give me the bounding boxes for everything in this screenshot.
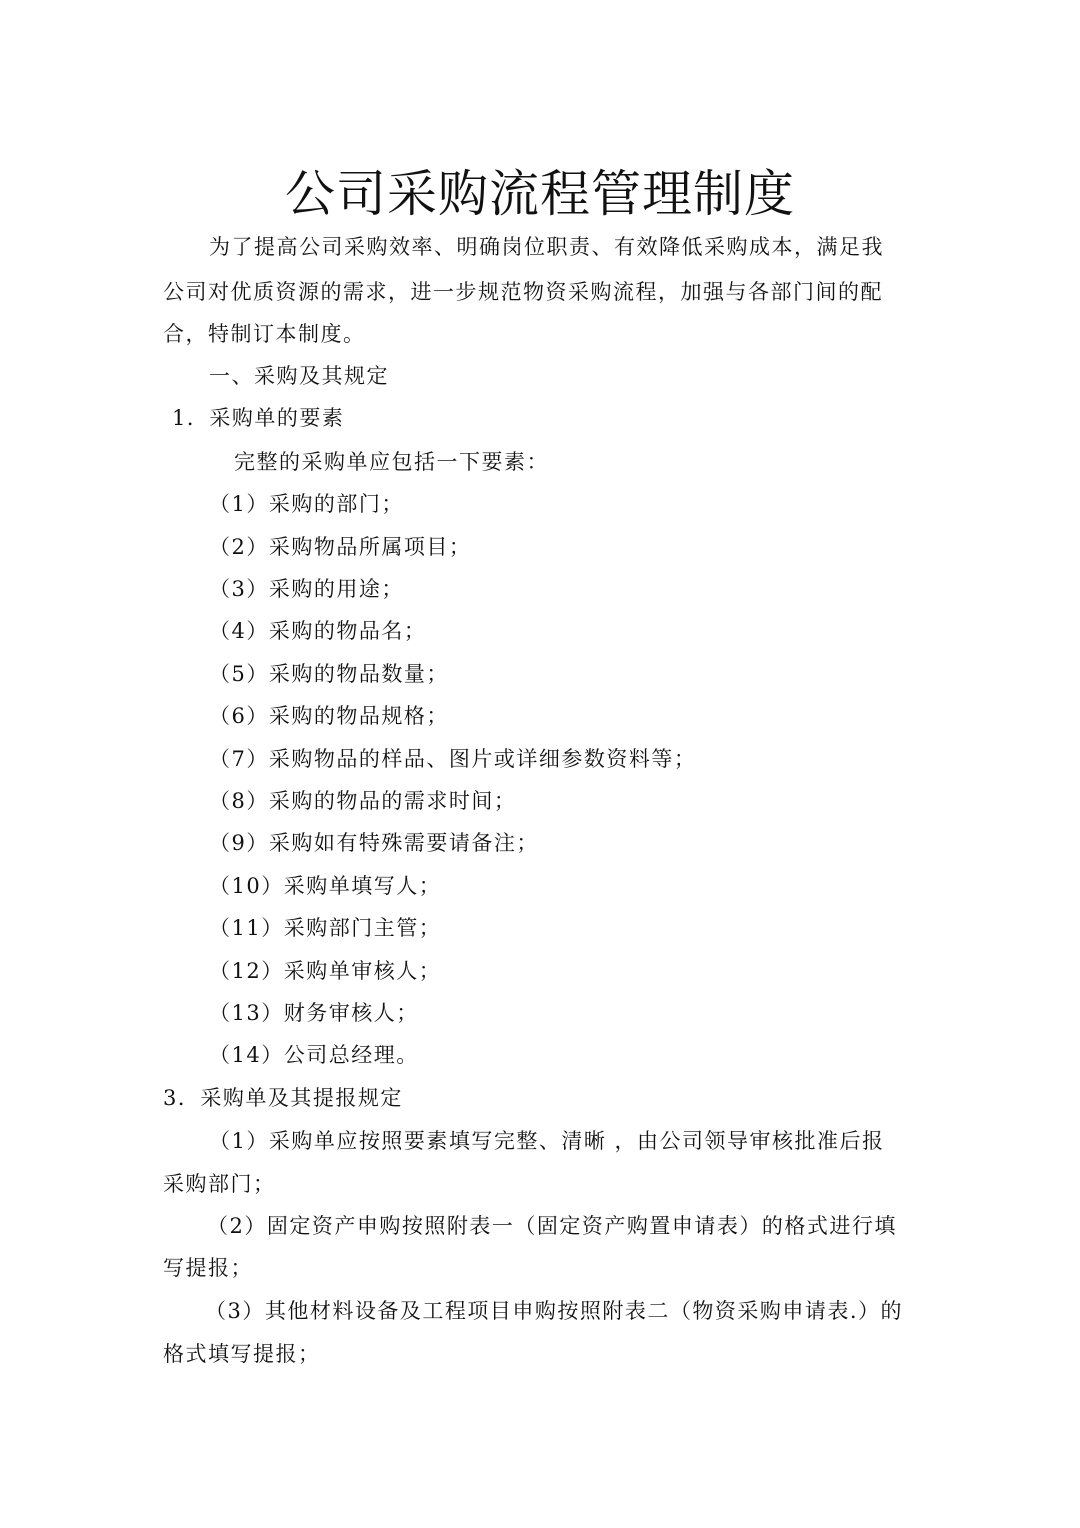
list-item: （11）采购部门主管； xyxy=(209,916,442,940)
list-item: （5）采购的物品数量； xyxy=(209,662,449,686)
list-item: （2）采购物品所属项目； xyxy=(209,535,472,559)
list-item: （13）财务审核人； xyxy=(209,1001,419,1025)
rule-3-line-2: 格式填写提报； xyxy=(163,1342,321,1366)
list-item: （14）公司总经理。 xyxy=(209,1043,419,1067)
subsection-heading-1: 1．采购单的要素 xyxy=(172,406,345,430)
intro-line-3: 合，特制订本制度。 xyxy=(163,322,366,346)
page-title: 公司采购流程管理制度 xyxy=(285,164,795,223)
rule-2-line-1: （2）固定资产申购按照附表一（固定资产购置申请表）的格式进行填 xyxy=(207,1214,897,1238)
rule-1-line-1: （1）采购单应按照要素填写完整、清晰 ，由公司领导审核批准后报 xyxy=(209,1129,885,1153)
intro-line-2: 公司对优质资源的需求，进一步规范物资采购流程，加强与各部门间的配 xyxy=(163,280,883,304)
list-item: （8）采购的物品的需求时间； xyxy=(209,789,517,813)
rule-1-line-2: 采购部门； xyxy=(163,1172,276,1196)
subsection-intro: 完整的采购单应包括一下要素： xyxy=(234,450,549,474)
list-item: （12）采购单审核人； xyxy=(209,959,442,983)
list-item: （3）采购的用途； xyxy=(209,577,404,601)
list-item: （4）采购的物品名； xyxy=(209,619,427,643)
list-item: （9）采购如有特殊需要请备注； xyxy=(209,831,539,855)
list-item: （7）采购物品的样品、图片或详细参数资料等； xyxy=(209,747,697,771)
section-heading: 一、采购及其规定 xyxy=(209,364,389,388)
intro-line-1: 为了提高公司采购效率、明确岗位职责、有效降低采购成本，满足我 xyxy=(209,235,884,259)
list-item: （1）采购的部门； xyxy=(209,492,404,516)
rule-2-line-2: 写提报； xyxy=(163,1256,253,1280)
rule-3-line-1: （3）其他材料设备及工程项目申购按照附表二（物资采购申请表.）的 xyxy=(205,1299,904,1323)
list-item: （6）采购的物品规格； xyxy=(209,704,449,728)
list-item: （10）采购单填写人； xyxy=(209,874,442,898)
subsection-heading-3: 3．采购单及其提报规定 xyxy=(163,1086,403,1110)
